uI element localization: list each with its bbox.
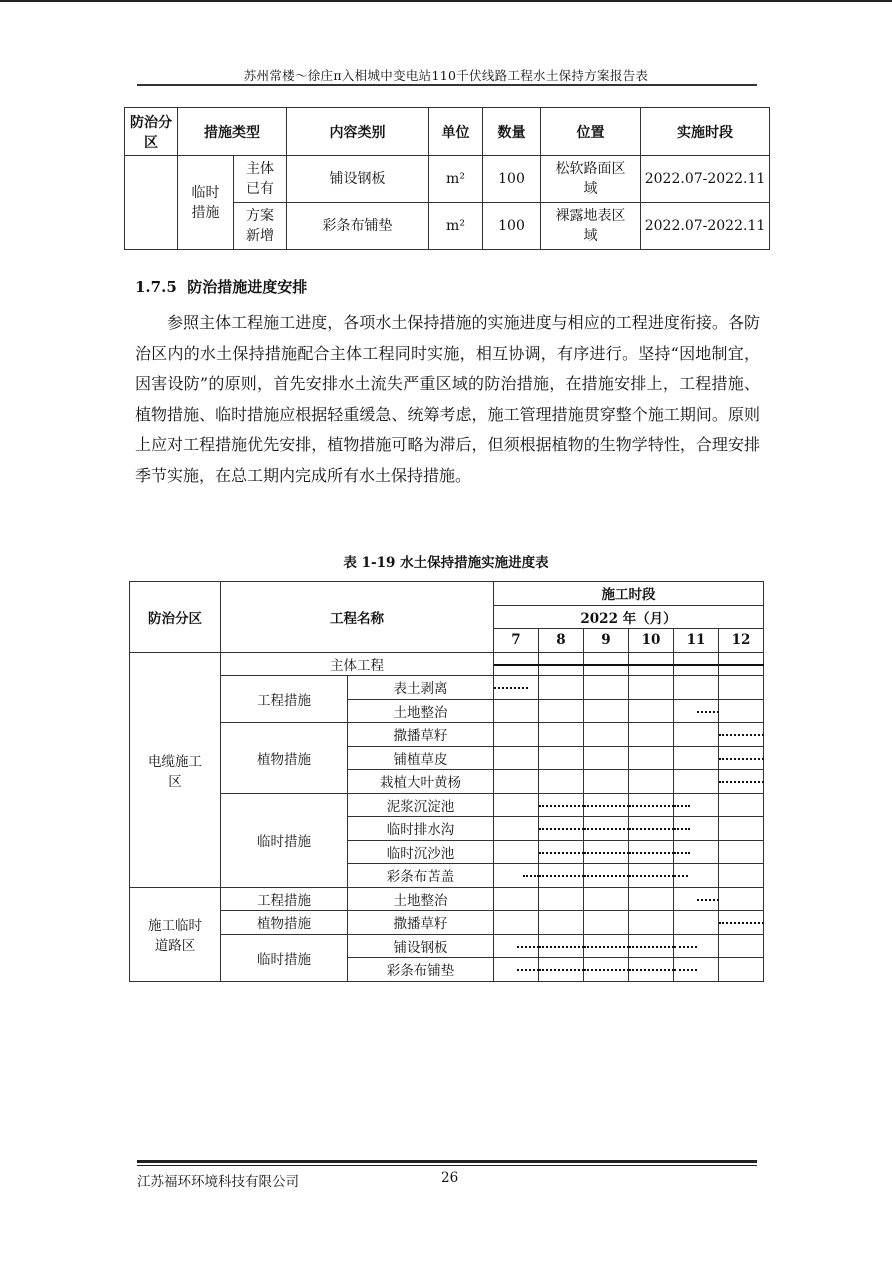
header-measure-type: 措施类型 bbox=[178, 108, 287, 156]
gantt-cell bbox=[719, 958, 764, 982]
schedule-bar bbox=[539, 852, 584, 854]
gantt-cell bbox=[584, 699, 629, 723]
gantt-cell bbox=[584, 887, 629, 911]
header-project: 工程名称 bbox=[221, 582, 494, 653]
gantt-cell bbox=[629, 746, 674, 770]
gantt-cell bbox=[719, 840, 764, 864]
schedule-bar bbox=[584, 828, 629, 830]
project-name: 土地整治 bbox=[348, 887, 494, 911]
month-label: 12 bbox=[719, 629, 764, 653]
schedule-bar bbox=[719, 781, 764, 783]
measure-type: 工程措施 bbox=[221, 676, 348, 723]
gantt-cell bbox=[539, 958, 584, 982]
schedule-bar bbox=[517, 946, 540, 948]
schedule-row bbox=[130, 911, 764, 935]
top-rule bbox=[0, 0, 892, 2]
gantt-cell bbox=[539, 840, 584, 864]
month-label: 7 bbox=[494, 629, 539, 653]
project-name: 栽植大叶黄杨 bbox=[348, 770, 494, 794]
table-header-row bbox=[125, 108, 770, 156]
footer-thin-rule bbox=[137, 1165, 757, 1166]
gantt-cell bbox=[584, 652, 629, 676]
measure-subtype: 方案新增 bbox=[234, 203, 287, 250]
gantt-cell bbox=[629, 958, 674, 982]
schedule-table-caption: 表 1-19 水土保持措施实施进度表 bbox=[343, 555, 549, 571]
schedule-bar bbox=[539, 969, 584, 971]
gantt-cell bbox=[629, 699, 674, 723]
header-period: 实施时段 bbox=[641, 108, 770, 156]
gantt-cell bbox=[674, 864, 719, 888]
project-name: 土地整治 bbox=[348, 699, 494, 723]
project-name: 临时沉沙池 bbox=[348, 840, 494, 864]
schedule-bar bbox=[539, 805, 584, 807]
gantt-cell bbox=[494, 817, 539, 841]
footer-thick-rule bbox=[137, 1160, 757, 1163]
main-project-bar bbox=[629, 664, 674, 666]
gantt-cell bbox=[629, 911, 674, 935]
main-project-label: 主体工程 bbox=[221, 652, 494, 676]
month-label: 9 bbox=[584, 629, 629, 653]
gantt-cell bbox=[629, 817, 674, 841]
gantt-cell bbox=[584, 817, 629, 841]
gantt-cell bbox=[719, 793, 764, 817]
gantt-cell bbox=[584, 770, 629, 794]
page-number: 26 bbox=[441, 1170, 459, 1186]
quantity-cell: 100 bbox=[483, 156, 541, 203]
gantt-cell bbox=[494, 746, 539, 770]
zone-name: 施工临时道路区 bbox=[130, 887, 221, 981]
gantt-cell bbox=[674, 793, 719, 817]
gantt-cell bbox=[674, 958, 719, 982]
gantt-cell bbox=[719, 864, 764, 888]
project-name: 彩条布铺垫 bbox=[348, 958, 494, 982]
header-divider bbox=[137, 84, 757, 86]
schedule-bar bbox=[719, 758, 764, 760]
gantt-cell bbox=[584, 934, 629, 958]
gantt-cell bbox=[719, 746, 764, 770]
gantt-cell bbox=[674, 840, 719, 864]
header-unit: 单位 bbox=[429, 108, 483, 156]
location-cell: 裸露地表区域 bbox=[541, 203, 641, 250]
schedule-bar bbox=[517, 969, 540, 971]
project-name: 表土剥离 bbox=[348, 676, 494, 700]
schedule-bar bbox=[674, 946, 697, 948]
header-quantity: 数量 bbox=[483, 108, 541, 156]
gantt-cell bbox=[584, 723, 629, 747]
gantt-cell bbox=[539, 770, 584, 794]
schedule-bar bbox=[539, 946, 584, 948]
schedule-bar bbox=[584, 946, 629, 948]
schedule-row bbox=[130, 887, 764, 911]
main-project-bar bbox=[584, 664, 629, 666]
section-body bbox=[135, 308, 760, 491]
project-name: 铺设钢板 bbox=[348, 934, 494, 958]
measure-subtype: 主体已有 bbox=[234, 156, 287, 203]
gantt-cell bbox=[629, 887, 674, 911]
schedule-bar bbox=[719, 922, 764, 924]
gantt-cell bbox=[494, 652, 539, 676]
header-location: 位置 bbox=[541, 108, 641, 156]
schedule-row bbox=[130, 652, 764, 676]
section-heading bbox=[135, 276, 307, 297]
measures-table bbox=[124, 107, 770, 250]
measure-type: 植物措施 bbox=[221, 911, 348, 935]
schedule-bar bbox=[539, 828, 584, 830]
gantt-cell bbox=[494, 793, 539, 817]
gantt-cell bbox=[494, 911, 539, 935]
table-row bbox=[125, 156, 770, 203]
gantt-cell bbox=[494, 864, 539, 888]
gantt-cell bbox=[539, 934, 584, 958]
month-label: 10 bbox=[629, 629, 674, 653]
gantt-cell bbox=[494, 934, 539, 958]
schedule-bar bbox=[584, 852, 629, 854]
gantt-cell bbox=[539, 793, 584, 817]
month-label: 11 bbox=[674, 629, 719, 653]
page-header-title: 苏州常楼～徐庄π入相城中变电站110千伏线路工程水土保持方案报告表 bbox=[243, 68, 649, 83]
gantt-cell bbox=[539, 699, 584, 723]
section-title: 防治措施进度安排 bbox=[187, 278, 308, 296]
project-name: 撒播草籽 bbox=[348, 723, 494, 747]
quantity-cell: 100 bbox=[483, 203, 541, 250]
gantt-cell bbox=[494, 887, 539, 911]
main-project-bar bbox=[719, 664, 764, 666]
gantt-cell bbox=[674, 887, 719, 911]
schedule-row bbox=[130, 793, 764, 817]
schedule-bar bbox=[584, 969, 629, 971]
gantt-cell bbox=[584, 746, 629, 770]
measure-type: 临时措施 bbox=[221, 934, 348, 981]
gantt-cell bbox=[629, 652, 674, 676]
schedule-bar bbox=[629, 946, 674, 948]
project-name: 泥浆沉淀池 bbox=[348, 793, 494, 817]
schedule-bar bbox=[674, 875, 688, 877]
content-cell: 铺设钢板 bbox=[287, 156, 429, 203]
zone-name: 电缆施工区 bbox=[130, 652, 221, 887]
schedule-bar bbox=[697, 711, 720, 713]
gantt-cell bbox=[584, 793, 629, 817]
section-number: 1.7.5 bbox=[135, 278, 177, 296]
gantt-cell bbox=[539, 887, 584, 911]
gantt-cell bbox=[539, 746, 584, 770]
gantt-cell bbox=[674, 746, 719, 770]
schedule-table bbox=[129, 581, 764, 982]
content-cell: 彩条布铺垫 bbox=[287, 203, 429, 250]
schedule-bar bbox=[674, 805, 690, 807]
gantt-cell bbox=[674, 770, 719, 794]
project-name: 撒播草籽 bbox=[348, 911, 494, 935]
gantt-cell bbox=[629, 864, 674, 888]
gantt-cell bbox=[719, 911, 764, 935]
gantt-cell bbox=[674, 699, 719, 723]
schedule-header-row bbox=[130, 582, 764, 606]
zone-cell bbox=[125, 156, 178, 250]
schedule-bar bbox=[674, 828, 690, 830]
gantt-cell bbox=[494, 699, 539, 723]
gantt-cell bbox=[719, 699, 764, 723]
main-project-bar bbox=[494, 664, 539, 666]
gantt-cell bbox=[719, 652, 764, 676]
gantt-cell bbox=[719, 934, 764, 958]
gantt-cell bbox=[674, 911, 719, 935]
period-cell: 2022.07-2022.11 bbox=[641, 156, 770, 203]
gantt-cell bbox=[674, 934, 719, 958]
period-cell: 2022.07-2022.11 bbox=[641, 203, 770, 250]
header-year: 2022 年（月） bbox=[494, 605, 764, 629]
header-zone: 防治分区 bbox=[130, 582, 221, 653]
gantt-cell bbox=[719, 676, 764, 700]
gantt-cell bbox=[494, 840, 539, 864]
gantt-cell bbox=[629, 770, 674, 794]
gantt-cell bbox=[539, 817, 584, 841]
gantt-cell bbox=[584, 840, 629, 864]
schedule-bar bbox=[629, 828, 674, 830]
schedule-bar bbox=[629, 969, 674, 971]
gantt-cell bbox=[584, 958, 629, 982]
body-paragraph: 参照主体工程施工进度，各项水土保持措施的实施进度与相应的工程进度衔接。各防治区内的水土保持措施配合主体工程同时实施，相互协调，有序进行。坚持“因地制宜，因害设防”的原则，首先安排水土流失严重区域的防治措施，在措施安排上，工程措施、植物措施、临时措施应根据轻重缓急、统筹考虑，施工管理措施贯穿整个施工期间。原则上应对工程措施优先安排，植物措施可略为滞后，但须根据植物的生物学特性，合理安排季节实施，在总工期内完成所有水土保持措施。 bbox=[135, 313, 760, 485]
gantt-cell bbox=[674, 652, 719, 676]
main-project-bar bbox=[674, 664, 719, 666]
schedule-row bbox=[130, 723, 764, 747]
schedule-bar bbox=[674, 969, 697, 971]
header-content: 内容类别 bbox=[287, 108, 429, 156]
schedule-bar bbox=[719, 734, 764, 736]
schedule-bar bbox=[584, 875, 629, 877]
gantt-cell bbox=[674, 676, 719, 700]
schedule-row bbox=[130, 676, 764, 700]
gantt-cell bbox=[494, 958, 539, 982]
footer-company: 江苏福环环境科技有限公司 bbox=[137, 1174, 299, 1190]
gantt-cell bbox=[539, 864, 584, 888]
schedule-row bbox=[130, 934, 764, 958]
gantt-cell bbox=[539, 652, 584, 676]
schedule-bar bbox=[584, 805, 629, 807]
gantt-cell bbox=[629, 934, 674, 958]
schedule-bar bbox=[539, 875, 584, 877]
gantt-cell bbox=[584, 864, 629, 888]
gantt-cell bbox=[494, 723, 539, 747]
schedule-bar bbox=[629, 805, 674, 807]
gantt-cell bbox=[719, 770, 764, 794]
schedule-bar bbox=[523, 875, 539, 877]
header-zone: 防治分区 bbox=[125, 108, 178, 156]
gantt-cell bbox=[629, 793, 674, 817]
gantt-cell bbox=[539, 723, 584, 747]
gantt-cell bbox=[719, 817, 764, 841]
gantt-cell bbox=[719, 887, 764, 911]
location-cell: 松软路面区域 bbox=[541, 156, 641, 203]
schedule-bar bbox=[494, 687, 528, 689]
gantt-cell bbox=[719, 723, 764, 747]
schedule-bar bbox=[629, 852, 674, 854]
gantt-cell bbox=[494, 770, 539, 794]
measure-type: 植物措施 bbox=[221, 723, 348, 794]
project-name: 临时排水沟 bbox=[348, 817, 494, 841]
schedule-bar bbox=[697, 899, 720, 901]
schedule-bar bbox=[674, 852, 690, 854]
project-name: 彩条布苫盖 bbox=[348, 864, 494, 888]
unit-cell: m² bbox=[429, 203, 483, 250]
schedule-bar bbox=[629, 875, 674, 877]
gantt-cell bbox=[494, 676, 539, 700]
gantt-cell bbox=[629, 676, 674, 700]
gantt-cell bbox=[584, 911, 629, 935]
gantt-cell bbox=[674, 817, 719, 841]
project-name: 铺植草皮 bbox=[348, 746, 494, 770]
main-project-bar bbox=[539, 664, 584, 666]
gantt-cell bbox=[584, 676, 629, 700]
unit-cell: m² bbox=[429, 156, 483, 203]
header-period: 施工时段 bbox=[494, 582, 764, 606]
gantt-cell bbox=[539, 911, 584, 935]
month-label: 8 bbox=[539, 629, 584, 653]
gantt-cell bbox=[629, 723, 674, 747]
measure-type: 工程措施 bbox=[221, 887, 348, 911]
gantt-cell bbox=[674, 723, 719, 747]
gantt-cell bbox=[539, 676, 584, 700]
measure-type: 临时措施 bbox=[221, 793, 348, 887]
gantt-cell bbox=[629, 840, 674, 864]
measure-category: 临时措施 bbox=[178, 156, 234, 250]
